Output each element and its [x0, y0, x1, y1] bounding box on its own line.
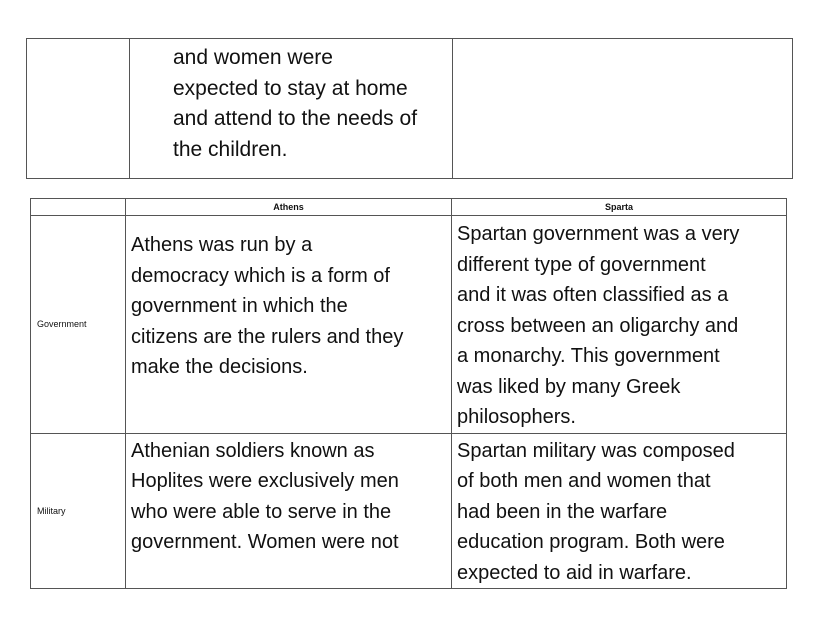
athens-government-cell — [126, 216, 452, 434]
empty-label-cell — [27, 39, 130, 179]
header-athens: Athens — [126, 199, 452, 216]
athens-government-text: Athens was run by a democracy which is a form of government in which the citizens are the rulers and they make the decisions. — [131, 234, 404, 378]
header-row — [31, 199, 787, 216]
header-empty — [31, 199, 126, 216]
table-row-military — [31, 433, 787, 589]
row-label-government: Government — [31, 216, 126, 434]
athens-military-cell — [126, 433, 452, 589]
sparta-government-cell — [452, 216, 787, 434]
sparta-military-text: Spartan military was composed of both men and women that had been in the warfare education program. Both were expected to aid in warfare. — [457, 439, 735, 584]
table-row — [27, 39, 793, 179]
empty-right-cell — [453, 39, 793, 179]
row-label-military: Military — [31, 433, 126, 589]
header-sparta: Sparta — [452, 199, 787, 216]
continuation-table — [26, 38, 793, 179]
sparta-military-cell — [452, 433, 787, 589]
athens-sparta-comparison-table — [30, 198, 787, 589]
table-row-government — [31, 216, 787, 434]
athens-military-text: Athenian soldiers known as Hoplites were exclusively men who were able to serve in the government. Women were not — [131, 439, 399, 553]
sparta-government-text: Spartan government was a very different type of government and it was often classified as a cross between an oligarchy and a monarchy. This government was liked by many Greek philosophers. — [457, 223, 740, 428]
continued-text: and women were expected to stay at home and attend to the needs of the children. — [173, 46, 418, 161]
continued-text-cell — [130, 39, 453, 179]
